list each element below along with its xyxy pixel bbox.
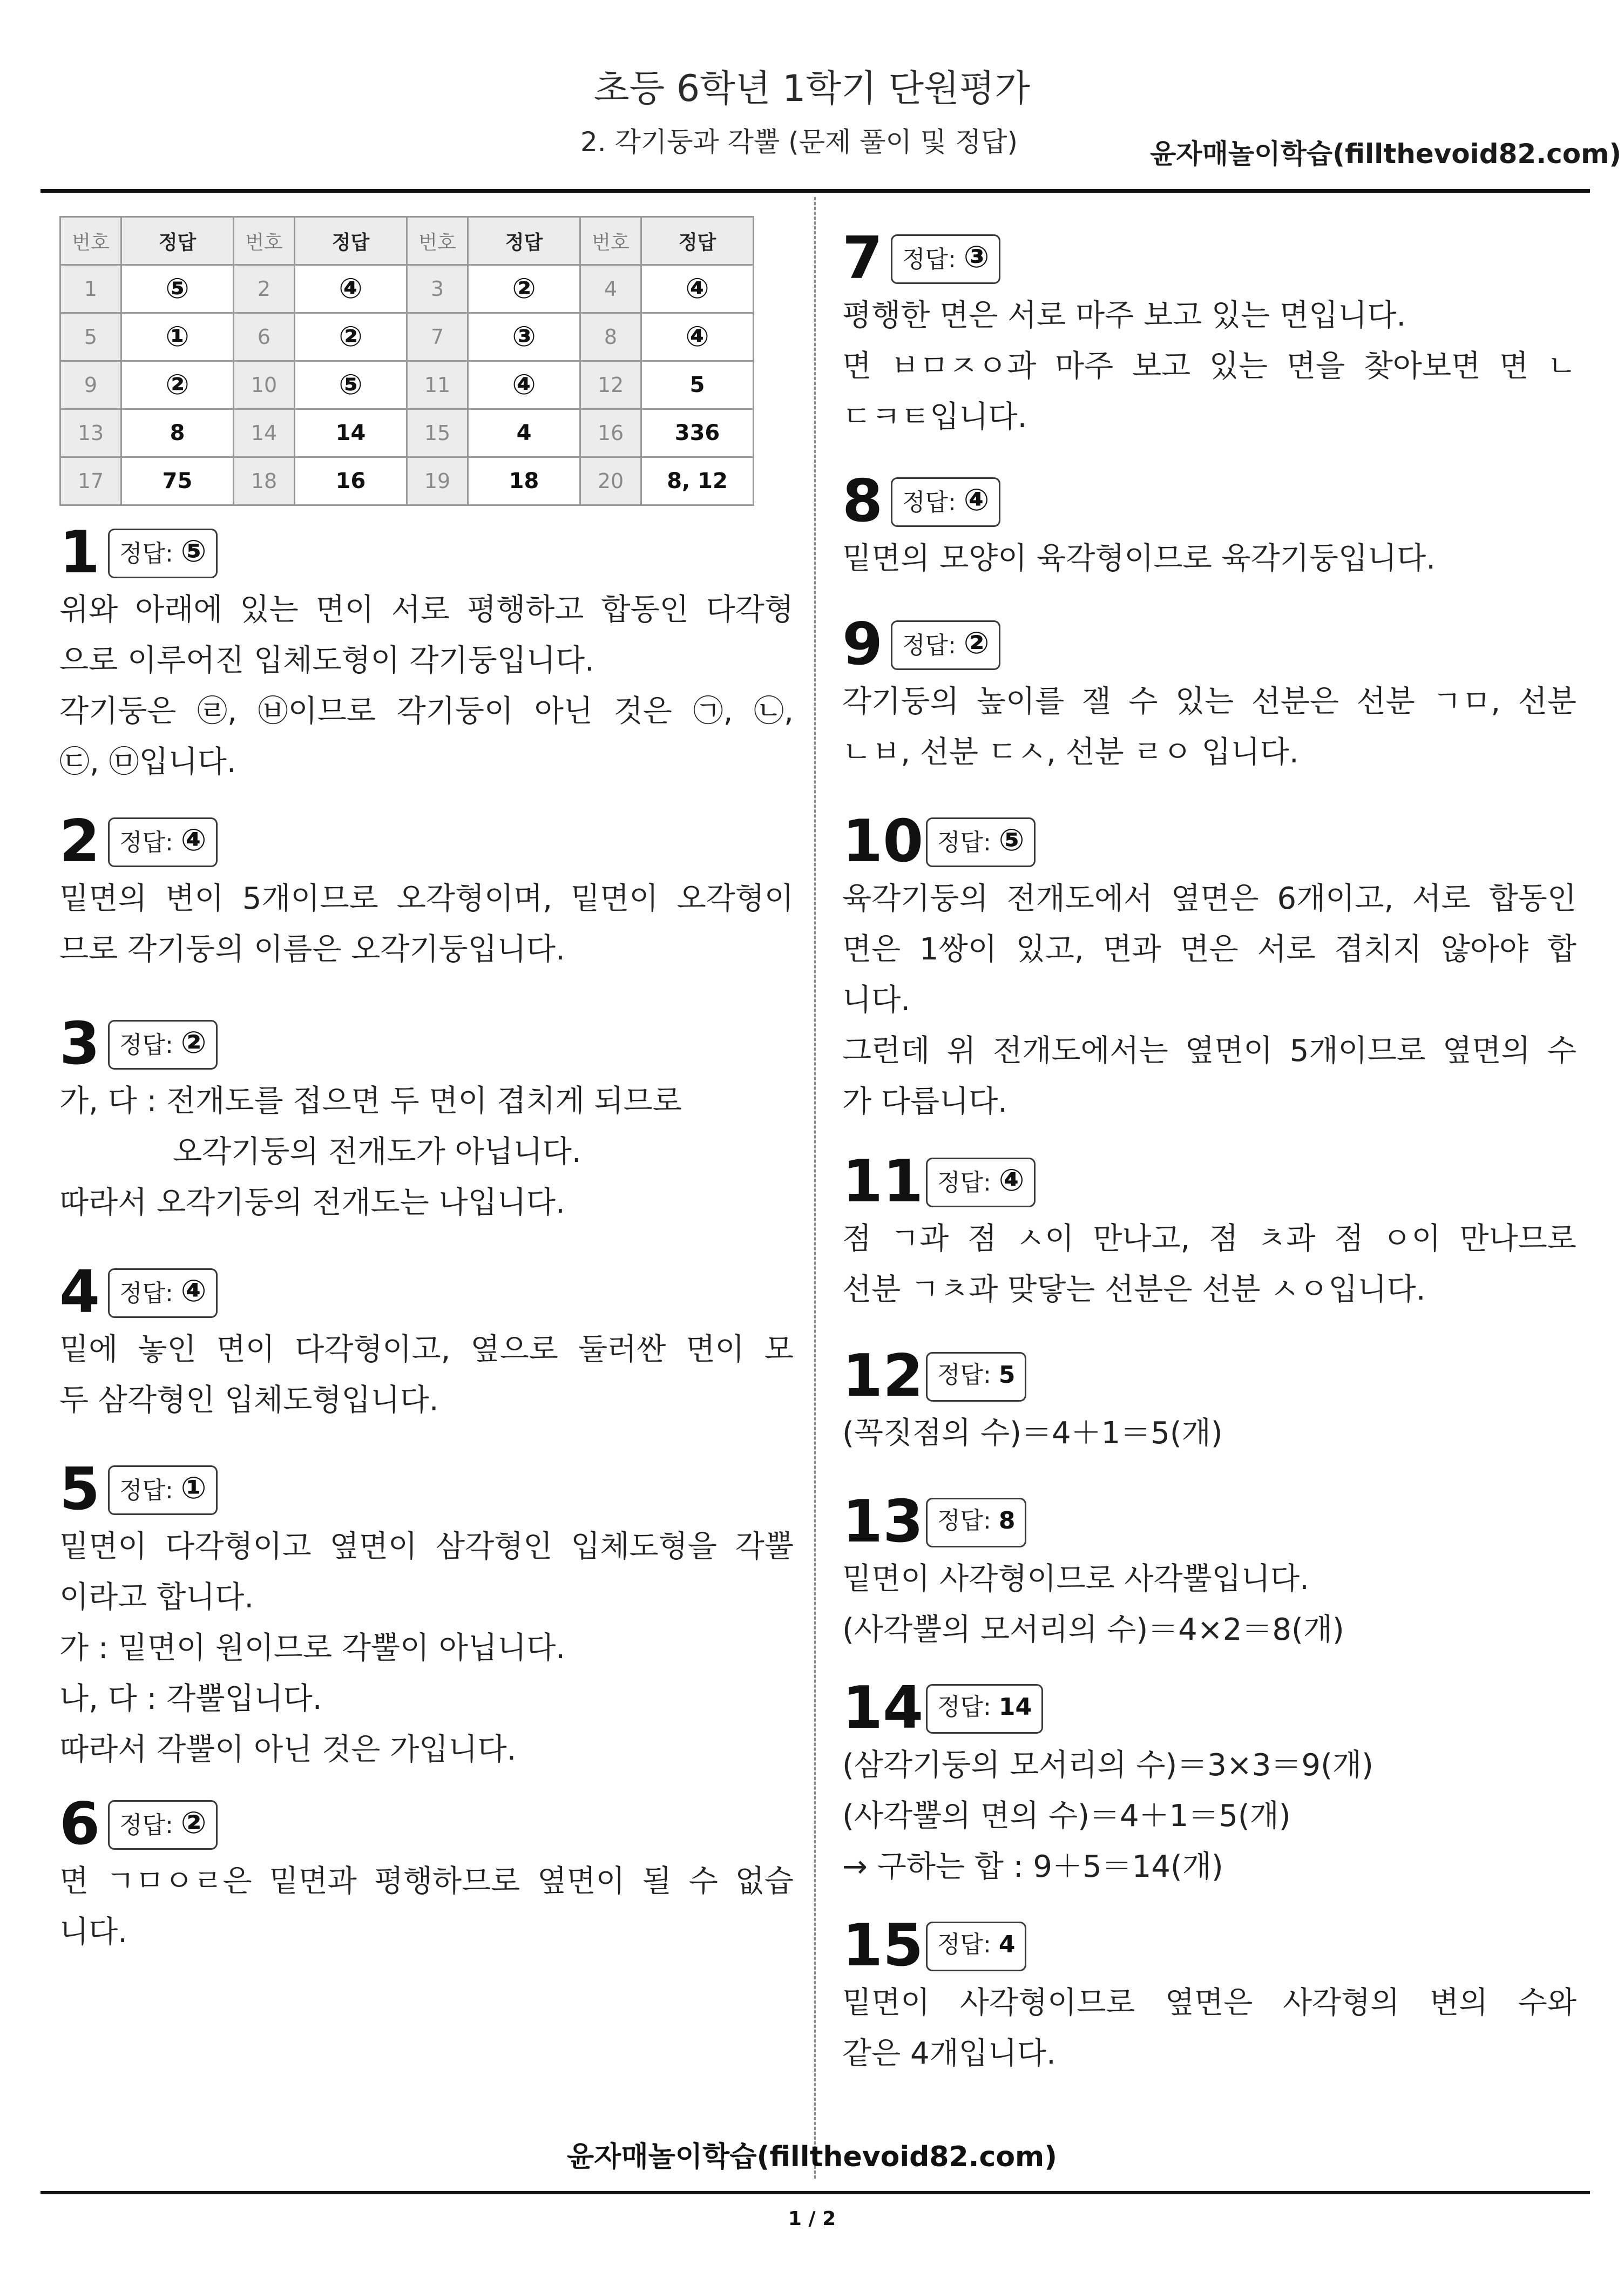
solution-header <box>59 810 794 874</box>
word: 위 <box>946 1033 976 1069</box>
answer-table-header-row <box>60 217 754 265</box>
word: ㅇ이 <box>1382 1221 1441 1256</box>
solution-line <box>842 677 1576 727</box>
table-row <box>60 313 754 361</box>
answer-badge <box>926 1158 1036 1207</box>
answer-badge-label: 정답: <box>119 1477 173 1504</box>
answer-badge <box>108 1268 218 1318</box>
footer-brand: 윤자매놀이학습(fillthevoid82.com) <box>566 2141 1057 2173</box>
question-number-cell: 11 <box>407 361 468 409</box>
solution-header <box>842 810 1576 874</box>
solution-line: → 구하는 합 : 9＋5＝14(개) <box>842 1849 1223 1884</box>
word: ㉠, <box>693 694 733 729</box>
word: 만나므로 <box>1459 1221 1576 1256</box>
solution-line: 므로 각기둥의 이름은 오각기둥입니다. <box>59 932 565 967</box>
solution-line: 가, 다 : 전개도를 접으면 두 면이 겹치게 되므로 <box>59 1084 682 1119</box>
word: 옆으로 <box>470 1332 558 1367</box>
answer-badge <box>926 1684 1043 1734</box>
word: 아닌 <box>534 694 593 729</box>
question-number-cell: 17 <box>60 457 121 505</box>
word: 수 <box>688 1864 718 1899</box>
answer-badge-label: 정답: <box>937 1169 991 1196</box>
word: 만나고, <box>1093 1221 1190 1256</box>
solution-11 <box>842 1150 1576 1315</box>
word: 면이 <box>216 1332 275 1367</box>
answer-cell: 75 <box>121 457 234 505</box>
answer-badge-label: 정답: <box>119 1811 173 1839</box>
solution-number: 5 <box>59 1456 100 1523</box>
answer-badge-value: ④ <box>180 1274 207 1309</box>
word: 각기둥이 <box>396 694 514 729</box>
word: 있고, <box>1016 932 1084 967</box>
word: 점 <box>1334 1221 1364 1256</box>
word: 밑면이 <box>842 1985 930 2020</box>
solution-1 <box>59 521 794 788</box>
solution-header <box>842 1676 1576 1740</box>
word: 입체도형을 <box>571 1529 717 1564</box>
question-number-cell: 2 <box>234 265 295 313</box>
word: 변의 <box>1429 1985 1488 2020</box>
word: 1쌍이 <box>919 932 997 967</box>
solution-line: (꼭짓점의 수)＝4＋1＝5(개) <box>842 1416 1223 1451</box>
answer-badge-value: 8 <box>998 1507 1016 1534</box>
answer-badge-label: 정답: <box>119 1280 173 1307</box>
word: ㅊ과 <box>1257 1221 1316 1256</box>
answer-badge <box>108 1465 218 1515</box>
solution-line: 두 삼각형인 입체도형입니다. <box>59 1383 439 1418</box>
answer-badge-value: ⑤ <box>998 823 1025 858</box>
solution-line: 가 : 밑면이 원이므로 각뿔이 아닙니다. <box>59 1631 566 1666</box>
answer-badge <box>891 234 1000 284</box>
solution-9 <box>842 613 1576 778</box>
answer-badge-label: 정답: <box>902 632 956 659</box>
solution-line <box>59 1522 794 1572</box>
answer-badge-value: ④ <box>180 823 207 858</box>
word: 될 <box>642 1864 672 1899</box>
question-number-cell: 12 <box>580 361 641 409</box>
question-number-cell: 14 <box>234 409 295 457</box>
answer-table-body <box>60 265 754 505</box>
word: ㄱ과 <box>890 1221 949 1256</box>
word: 각기둥의 <box>842 684 959 719</box>
page-title: 초등 6학년 1학기 단원평가 <box>593 67 1031 110</box>
solution-line: 니다. <box>59 1915 127 1950</box>
word: 면은 <box>842 932 901 967</box>
word: 전개도에서는 <box>993 1033 1168 1069</box>
solution-header <box>842 1344 1576 1408</box>
solution-line <box>842 874 1576 924</box>
solution-line: 선분 ㄱㅊ과 맞닿는 선분은 선분 ㅅㅇ입니다. <box>842 1272 1426 1307</box>
answer-table <box>59 216 754 506</box>
word: 5개이므로 <box>1289 1033 1426 1069</box>
word: 다각형이고, <box>295 1332 451 1367</box>
word: 사각형이므로 <box>959 1985 1135 2020</box>
word: 점 <box>842 1221 872 1256</box>
word: 사각형의 <box>1282 1985 1400 2020</box>
solution-line: 밑면의 모양이 육각형이므로 육각기둥입니다. <box>842 541 1436 576</box>
solution-number: 12 <box>842 1342 924 1410</box>
solution-line: (삼각기둥의 모서리의 수)＝3×3＝9(개) <box>842 1748 1373 1783</box>
word: ㉣, <box>197 694 237 729</box>
solution-line: 오각기둥의 전개도가 아닙니다. <box>173 1134 581 1169</box>
answer-badge <box>108 817 218 867</box>
answer-badge-value: 14 <box>998 1693 1032 1721</box>
word: 보고 <box>1132 349 1191 384</box>
answer-badge-label: 정답: <box>937 1693 991 1721</box>
answer-badge-value: ② <box>180 1806 207 1841</box>
solution-14 <box>842 1676 1576 1892</box>
answer-badge-label: 정답: <box>902 489 956 516</box>
question-number-cell: 16 <box>580 409 641 457</box>
question-number-cell: 15 <box>407 409 468 457</box>
answer-cell: 4 <box>468 409 580 457</box>
solution-line <box>59 585 794 635</box>
word: 평행하므로 <box>374 1864 520 1899</box>
solution-line: 밑면이 사각형이므로 사각뿔입니다. <box>842 1561 1309 1597</box>
answer-badge-value: 5 <box>998 1361 1016 1389</box>
solution-header <box>842 470 1576 533</box>
word: ㄱㅁㅇㄹ은 <box>106 1864 252 1899</box>
solution-header <box>842 1150 1576 1214</box>
word: 있는 <box>1209 349 1268 384</box>
table-row <box>60 265 754 313</box>
solution-line: 평행한 면은 서로 마주 보고 있는 면입니다. <box>842 298 1406 333</box>
word: 밑면의 <box>59 881 147 916</box>
table-header-answer: 정답 <box>121 217 234 265</box>
word: 없습 <box>735 1864 794 1899</box>
answer-cell: 5 <box>641 361 754 409</box>
solution-7 <box>842 227 1576 443</box>
answer-badge <box>108 1020 218 1070</box>
solution-line <box>59 1324 794 1375</box>
answer-cell: ④ <box>468 361 580 409</box>
question-number-cell: 10 <box>234 361 295 409</box>
solution-line: (사각뿔의 모서리의 수)＝4×2＝8(개) <box>842 1612 1344 1647</box>
solution-8 <box>842 470 1576 584</box>
question-number-cell: 8 <box>580 313 641 361</box>
solution-number: 14 <box>842 1674 924 1742</box>
solution-10 <box>842 810 1576 1127</box>
word: 놓인 <box>138 1332 197 1367</box>
solution-number: 1 <box>59 519 100 586</box>
word: 마주 <box>1055 349 1114 384</box>
word: 서로 <box>391 592 450 627</box>
question-number-cell: 6 <box>234 313 295 361</box>
answer-badge <box>926 817 1036 867</box>
header-rule <box>40 189 1590 193</box>
solution-number: 9 <box>842 611 883 678</box>
word: 있는 <box>240 592 299 627</box>
word: 면 <box>842 349 872 384</box>
answer-badge-value: ② <box>963 626 990 661</box>
word: 오각형이 <box>676 881 794 916</box>
table-header-answer: 정답 <box>641 217 754 265</box>
answer-cell: ② <box>121 361 234 409</box>
word: 그런데 <box>842 1033 930 1069</box>
solution-number: 10 <box>842 808 924 875</box>
solution-line <box>59 874 794 924</box>
solution-4 <box>59 1261 794 1426</box>
word: 밑에 <box>59 1332 118 1367</box>
question-number-cell: 3 <box>407 265 468 313</box>
answer-badge-value: 4 <box>998 1931 1016 1958</box>
word: 선분은 <box>1251 684 1339 719</box>
answer-badge-value: ④ <box>963 483 990 518</box>
table-header-number: 번호 <box>60 217 121 265</box>
word: 않아야 <box>1440 932 1529 967</box>
answer-cell: ④ <box>641 265 754 313</box>
solution-line <box>842 1026 1576 1077</box>
table-header-answer: 정답 <box>468 217 580 265</box>
solution-header <box>842 1490 1576 1554</box>
solution-number: 4 <box>59 1259 100 1326</box>
solution-header <box>842 227 1576 290</box>
word: 점 <box>1209 1221 1239 1256</box>
table-header-answer: 정답 <box>295 217 407 265</box>
word: 잴 <box>1081 684 1111 719</box>
question-number-cell: 20 <box>580 457 641 505</box>
word: 합동인 <box>1488 881 1576 916</box>
word: 오각형이며, <box>396 881 553 916</box>
solution-header <box>842 613 1576 677</box>
question-number-cell: 9 <box>60 361 121 409</box>
table-header-number: 번호 <box>234 217 295 265</box>
answer-cell: ⑤ <box>295 361 407 409</box>
answer-cell: ④ <box>295 265 407 313</box>
answer-badge-value: ③ <box>963 240 990 275</box>
word: 것은 <box>613 694 672 729</box>
answer-badge <box>891 620 1000 670</box>
word: 둘러싼 <box>578 1332 666 1367</box>
header-brand: 윤자매놀이학습(fillthevoid82.com) <box>1150 138 1622 170</box>
word: 찾아보면 <box>1363 349 1481 384</box>
question-number-cell: 1 <box>60 265 121 313</box>
word: 변이 <box>165 881 224 916</box>
answer-badge <box>891 477 1000 527</box>
word: 옆면은 <box>1171 881 1259 916</box>
word: ㅂㅁㅈㅇ과 <box>890 349 1037 384</box>
question-number-cell: 13 <box>60 409 121 457</box>
word: 옆면은 <box>1165 1985 1253 2020</box>
word: 각뿔 <box>735 1529 794 1564</box>
answer-badge-label: 정답: <box>902 246 956 273</box>
solution-line <box>59 1856 794 1907</box>
solution-line: 따라서 각뿔이 아닌 것은 가입니다. <box>59 1732 517 1767</box>
answer-badge <box>108 529 218 578</box>
solution-line: 가 다릅니다. <box>842 1084 1008 1119</box>
solution-line <box>842 341 1576 392</box>
answer-badge-label: 정답: <box>937 1507 991 1534</box>
footer-rule <box>40 2191 1590 2194</box>
answer-cell: 8 <box>121 409 234 457</box>
table-header-number: 번호 <box>580 217 641 265</box>
solution-5 <box>59 1458 794 1775</box>
word: ㅅ이 <box>1016 1221 1074 1256</box>
word: 면이 <box>315 592 374 627</box>
solution-number: 8 <box>842 468 883 535</box>
answer-badge <box>108 1800 218 1850</box>
solution-2 <box>59 810 794 975</box>
word: ㄱㅁ, <box>1432 684 1501 719</box>
word: 수 <box>1128 684 1158 719</box>
solution-header <box>842 1914 1576 1978</box>
word: 선분 <box>1518 684 1576 719</box>
solution-line: ㉢, ㉤입니다. <box>59 745 236 780</box>
word: 육각기둥의 <box>842 881 989 916</box>
column-divider <box>814 197 816 2179</box>
solution-header <box>59 1790 794 1858</box>
solution-line <box>59 686 794 737</box>
solution-line: 따라서 오각기둥의 전개도는 나입니다. <box>59 1185 565 1220</box>
answer-badge-value: ① <box>180 1471 207 1506</box>
answer-cell: ④ <box>641 313 754 361</box>
solution-number: 13 <box>842 1488 924 1556</box>
answer-badge-label: 정답: <box>119 540 173 567</box>
solution-number: 2 <box>59 808 100 875</box>
word: 서로 <box>1257 932 1316 967</box>
word: 있는 <box>1175 684 1234 719</box>
word: 밑면과 <box>269 1864 357 1899</box>
word: 각기둥은 <box>59 694 177 729</box>
answer-cell: ② <box>468 265 580 313</box>
answer-badge <box>926 1498 1026 1547</box>
word: 옆면이 <box>537 1864 625 1899</box>
page-subtitle: 2. 각기둥과 각뿔 (문제 풀이 및 정답) <box>580 126 1018 158</box>
word: 삼각형인 <box>435 1529 553 1564</box>
word: 면 <box>59 1864 89 1899</box>
word: 평행하고 <box>467 592 584 627</box>
question-number-cell: 18 <box>234 457 295 505</box>
solution-line: 으로 이루어진 입체도형이 각기둥입니다. <box>59 643 594 678</box>
answer-cell: ③ <box>468 313 580 361</box>
word: 밑면이 <box>59 1529 147 1564</box>
solution-15 <box>842 1914 1576 2079</box>
word: ㉥이므로 <box>258 694 376 729</box>
solution-line <box>842 1978 1576 2029</box>
solution-number: 11 <box>842 1148 924 1215</box>
word: 면 <box>1499 349 1529 384</box>
word: 수 <box>1547 1033 1576 1069</box>
word: 전개도에서 <box>1006 881 1153 916</box>
word: 밑면이 <box>571 881 659 916</box>
word: 높이를 <box>976 684 1065 719</box>
answer-badge-label: 정답: <box>937 1361 991 1389</box>
solution-number: 3 <box>59 1010 100 1078</box>
answer-badge-value: ④ <box>998 1163 1025 1198</box>
solution-number: 6 <box>59 1790 100 1858</box>
answer-badge <box>926 1352 1026 1402</box>
solution-line: ㄷㅋㅌ입니다. <box>842 400 1027 435</box>
word: 합동인 <box>601 592 689 627</box>
answer-cell: ② <box>295 313 407 361</box>
answer-cell: ① <box>121 313 234 361</box>
page-number: 1 / 2 <box>788 2208 836 2230</box>
solution-number: 7 <box>842 225 883 292</box>
solution-line: 이라고 합니다. <box>59 1580 254 1615</box>
question-number-cell: 19 <box>407 457 468 505</box>
word: 6개이고, <box>1277 881 1394 916</box>
word: 면은 <box>1180 932 1239 967</box>
answer-cell: 336 <box>641 409 754 457</box>
solution-number: 15 <box>842 1912 924 1979</box>
table-header-number: 번호 <box>407 217 468 265</box>
solution-line <box>842 924 1576 975</box>
word: 면과 <box>1102 932 1161 967</box>
solution-header <box>59 1012 794 1076</box>
answer-badge-label: 정답: <box>119 829 173 856</box>
answer-cell: 18 <box>468 457 580 505</box>
word: 선분 <box>1356 684 1415 719</box>
solution-header <box>59 521 794 585</box>
table-row <box>60 457 754 505</box>
word: 옆면이 <box>329 1529 418 1564</box>
word: 5개이므로 <box>242 881 378 916</box>
solution-line: 나, 다 : 각뿔입니다. <box>59 1681 322 1716</box>
answer-cell: ⑤ <box>121 265 234 313</box>
word: 아래에 <box>135 592 223 627</box>
word: 겹치지 <box>1334 932 1422 967</box>
solution-line: ㄴㅂ, 선분 ㄷㅅ, 선분 ㄹㅇ 입니다. <box>842 735 1299 770</box>
word: ㉡, <box>754 694 794 729</box>
solution-header <box>59 1458 794 1522</box>
answer-badge <box>926 1922 1026 1971</box>
answer-cell: 16 <box>295 457 407 505</box>
solution-line: 니다. <box>842 983 910 1018</box>
answer-badge-label: 정답: <box>119 1031 173 1059</box>
answer-badge-label: 정답: <box>937 1931 991 1958</box>
answer-cell: 8, 12 <box>641 457 754 505</box>
word: 점 <box>967 1221 997 1256</box>
answer-badge-value: ② <box>180 1025 207 1060</box>
word: 합 <box>1547 932 1576 967</box>
solution-line <box>842 1214 1576 1265</box>
word: 옆면의 <box>1443 1033 1531 1069</box>
answer-cell: 14 <box>295 409 407 457</box>
solution-13 <box>842 1490 1576 1655</box>
word: 위와 <box>59 592 118 627</box>
word: 면이 <box>686 1332 745 1367</box>
word: 옆면이 <box>1185 1033 1273 1069</box>
word: 서로 <box>1412 881 1471 916</box>
word: 면을 <box>1286 349 1345 384</box>
answer-badge-value: ⑤ <box>180 534 207 569</box>
question-number-cell: 5 <box>60 313 121 361</box>
answer-badge-label: 정답: <box>937 829 991 856</box>
word: ㄴ <box>1547 349 1576 384</box>
solution-line: (사각뿔의 면의 수)＝4＋1＝5(개) <box>842 1799 1291 1834</box>
solution-header <box>59 1261 794 1324</box>
table-row <box>60 361 754 409</box>
solution-6 <box>59 1790 794 1958</box>
solution-12 <box>842 1344 1576 1459</box>
word: 모 <box>764 1332 794 1367</box>
word: 다각형이고 <box>165 1529 312 1564</box>
word: 다각형 <box>706 592 794 627</box>
word: 수와 <box>1518 1985 1576 2020</box>
table-row <box>60 409 754 457</box>
solution-line: 같은 4개입니다. <box>842 2036 1056 2071</box>
question-number-cell: 7 <box>407 313 468 361</box>
question-number-cell: 4 <box>580 265 641 313</box>
solution-3 <box>59 1012 794 1228</box>
